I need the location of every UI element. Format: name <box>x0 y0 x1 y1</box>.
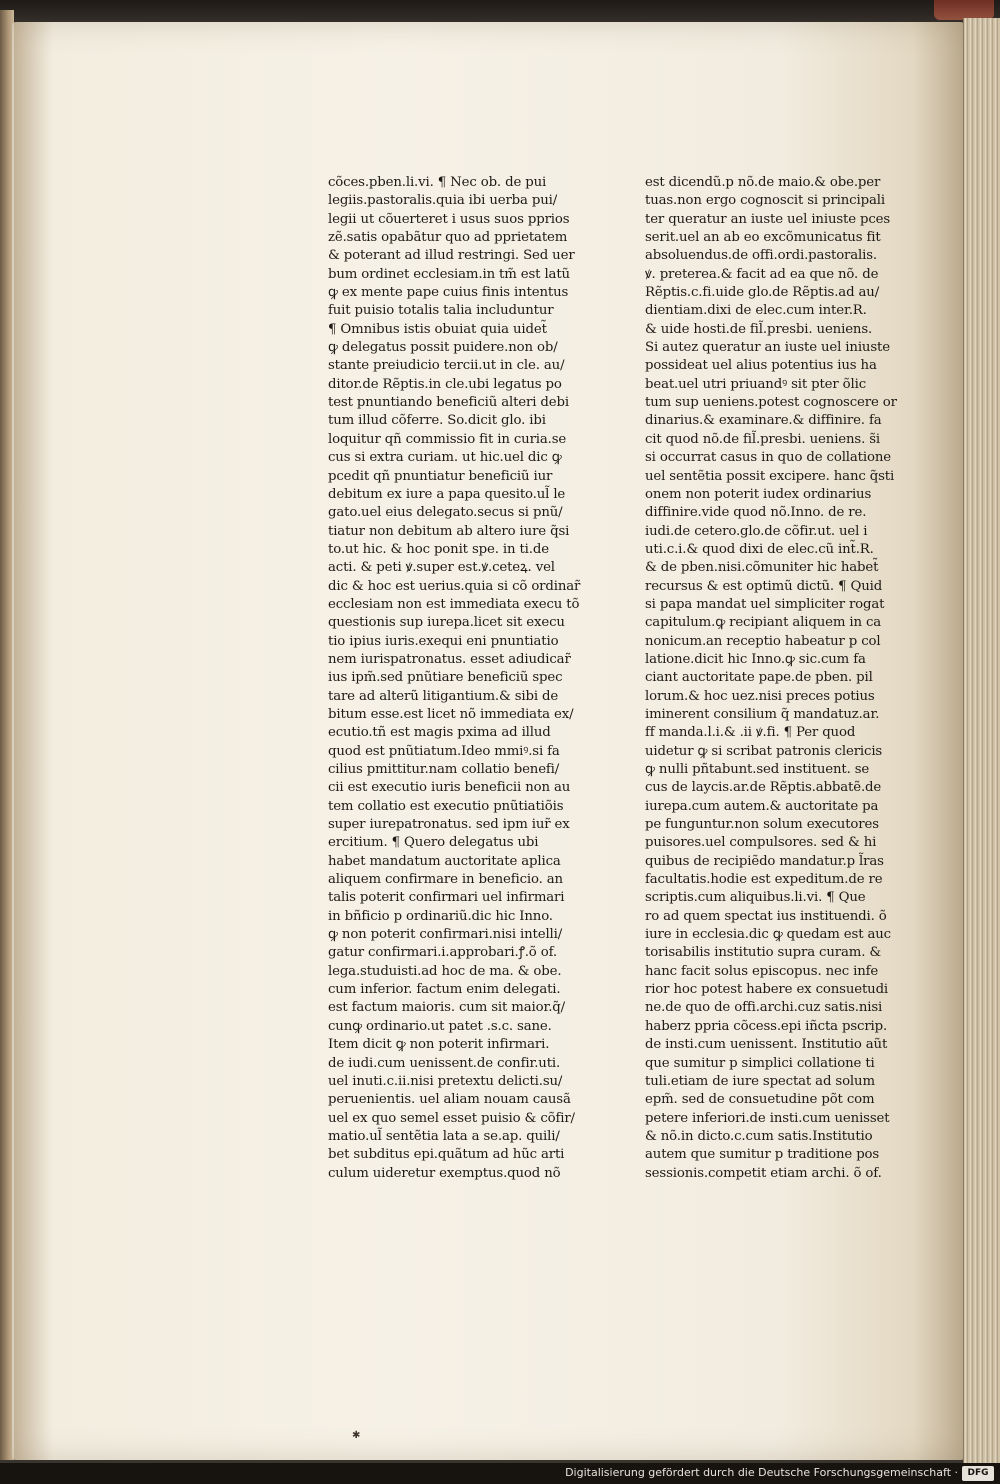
page-edge-stack <box>963 18 1000 1464</box>
text-line: fuit puisio totalis talia includuntur <box>328 303 554 319</box>
text-line: tio ipius iuris.exequi eni pnuntiatio <box>328 633 559 649</box>
text-line: rior hoc potest habere ex consuetudi <box>645 982 889 998</box>
text-line: que sumitur p simplici collatione ti <box>645 1055 875 1071</box>
text-line: pcedit qñ pnuntiatur beneficiũ iur <box>328 468 553 484</box>
dfg-logo: DFG <box>962 1466 994 1481</box>
text-line: est dicendũ.p nõ.de maio.& obe.per <box>645 175 881 190</box>
text-line: si papa mandat uel simpliciter rogat <box>645 596 885 612</box>
text-line: aliquem confirmare in beneficio. an <box>328 872 563 888</box>
text-line: bet subditus epi.quãtum ad hũc arti <box>328 1147 565 1163</box>
book-cover-edge <box>934 0 994 20</box>
text-line: cit quod nõ.de fil̃.presbi. ueniens. s̃i <box>645 431 881 447</box>
text-line: questionis sup iurepa.licet sit execu <box>328 615 565 631</box>
text-line: stante preiudicio tercii.ut in cle. au/ <box>328 358 565 374</box>
text-line: diffinire.vide quod nõ.Inno. de re. <box>645 505 867 521</box>
text-line: latione.dicit hic Inno.ꝙ sic.cum fa <box>645 651 866 667</box>
text-line: nonicum.an receptio habeatur p col <box>645 633 881 649</box>
text-line: loquitur qñ commissio fit in curia.se <box>328 431 567 447</box>
text-line: acti. & peti ꝟ.super est.ꝟ.ceteꝝ. vel <box>328 560 555 576</box>
text-line: cõces.pben.li.vi. ¶ Nec ob. de pui <box>328 175 547 190</box>
text-line: gato.uel eius delegato.secus si pnũ/ <box>328 505 563 521</box>
text-line: cus de laycis.ar.de Rẽptis.abbatẽ.de <box>645 780 882 796</box>
text-line: lega.studuisti.ad hoc de ma. & obe. <box>328 963 562 979</box>
text-line: tuli.etiam de iure spectat ad solum <box>645 1073 875 1089</box>
text-line: cum inferior. factum enim delegati. <box>328 982 561 998</box>
text-line: uel sentẽtia possit excipere. hanc q̃sti <box>645 468 895 484</box>
text-line: pe funguntur.non solum executores <box>645 817 879 833</box>
text-line: dientiam.dixi de elec.cum inter.R. <box>645 303 867 319</box>
text-line: uti.c.i.& quod dixi de elec.cũ int̃.R. <box>645 541 874 557</box>
text-line: ꝙ ex mente pape cuius finis intentus <box>328 285 569 301</box>
text-line: lorum.& hoc uez.nisi preces potius <box>645 688 875 704</box>
text-line: puisores.uel compulsores. sed & hi <box>645 835 877 851</box>
text-line: torisabilis institutio supra curam. & <box>645 945 882 961</box>
text-line: gatur confirmari.i.approbari.ꝭ.õ of. <box>328 945 557 961</box>
text-line: to.ut hic. & hoc ponit spe. in ti.de <box>328 541 549 557</box>
text-line: facultatis.hodie est expeditum.de re <box>645 872 883 888</box>
right-text-column <box>645 174 920 1183</box>
text-line: test pnuntiando beneficiũ alteri debi <box>328 395 569 411</box>
text-line: cilius pmittitur.nam collatio benefi/ <box>328 762 560 777</box>
text-line: serit.uel an ab eo excõmunicatus fit <box>645 230 881 246</box>
text-line: scriptis.cum aliquibus.li.vi. ¶ Que <box>645 890 866 906</box>
text-line: ff manda.l.i.& .ii ꝟ.fi. ¶ Per quod <box>645 725 856 741</box>
text-line: ꝙ delegatus possit puidere.non ob/ <box>328 340 558 356</box>
text-line: recursus & est optimũ dictũ. ¶ Quid <box>645 578 883 594</box>
text-line: epm̃. sed de consuetudine põt com <box>645 1092 875 1108</box>
text-line: uel inuti.c.ii.nisi pretextu delicti.su/ <box>328 1073 563 1089</box>
text-line: ¶ Omnibus istis obuiat quia uidet̃ <box>328 321 547 337</box>
text-line: ter queratur an iuste uel iniuste pces <box>645 211 891 227</box>
text-line: possideat uel alius potentius ius ha <box>645 358 877 374</box>
text-line: petere inferiori.de insti.cum uenisset <box>645 1110 890 1126</box>
text-line: dic & hoc est uerius.quia si cõ ordinar̃ <box>328 578 581 594</box>
text-line: iminerent consilium q̃ mandatuz.ar. <box>645 706 880 722</box>
text-line: matio.ul̃ sentẽtia lata a se.ap. quili/ <box>328 1128 560 1144</box>
text-line: ne.de quo de offi.archi.cuz satis.nisi <box>645 1000 883 1016</box>
text-line: Si autez queratur an iuste uel iniuste <box>645 340 890 356</box>
text-line: ditor.de Rẽptis.in cle.ubi legatus po <box>328 376 562 392</box>
text-line: hanc facit solus episcopus. nec infe <box>645 963 879 979</box>
text-line: de iudi.cum uenissent.de confir.uti. <box>328 1055 561 1071</box>
text-line: absoluendus.de offi.ordi.pastoralis. <box>645 248 877 264</box>
text-line: & uide hosti.de fil̃.presbi. ueniens. <box>645 321 873 337</box>
text-line: tem collatio est executio pnũtiatiõis <box>328 798 564 814</box>
text-line: ercitium. ¶ Quero delegatus ubi <box>328 835 539 851</box>
text-line: peruenientis. uel aliam nouam causã <box>328 1092 571 1108</box>
text-line: & nõ.in dicto.c.cum satis.Institutio <box>645 1128 873 1144</box>
text-line: super iurepatronatus. sed ipm iur̃ ex <box>328 817 570 833</box>
footer-credit: Digitalisierung gefördert durch die Deutsche Forschungsgemeinschaft · <box>565 1466 958 1479</box>
text-line: onem non poterit iudex ordinarius <box>645 486 872 502</box>
text-line: debitum ex iure a papa quesito.ul̃ le <box>328 486 566 502</box>
text-line: bum ordinet ecclesiam.in tm̃ est latũ <box>328 266 570 282</box>
text-line: sessionis.competit etiam archi. õ of. <box>645 1165 882 1181</box>
text-line: tare ad alterũ litigantium.& sibi de <box>328 688 559 704</box>
text-line: dinarius.& examinare.& diffinire. fa <box>645 413 882 429</box>
text-line: ecutio.tñ est magis pxima ad illud <box>328 725 551 741</box>
text-line: cii est executio iuris beneficii non au <box>328 780 571 796</box>
text-line: haberz ppria cõcess.epi iñcta pscrip. <box>645 1018 888 1034</box>
gutter-shadow <box>14 22 54 1460</box>
left-text-column <box>328 174 603 1183</box>
text-line: uel ex quo semel esset puisio & cõfir/ <box>328 1110 575 1126</box>
text-line: si occurrat casus in quo de collatione <box>645 450 891 466</box>
text-line: Item dicit ꝙ non poterit infirmari. <box>328 1037 550 1053</box>
text-line: cunꝙ ordinario.ut patet .s.c. sane. <box>328 1018 552 1034</box>
text-line: ꝟ. preterea.& facit ad ea que nõ. de <box>645 266 879 282</box>
text-line: Rẽptis.c.fi.uide glo.de Rẽptis.ad au/ <box>645 285 880 301</box>
text-line: uidetur ꝙ si scribat patronis clericis <box>645 743 883 759</box>
text-line: capitulum.ꝙ recipiant aliquem in ca <box>645 615 882 631</box>
text-line: bitum esse.est licet nõ immediata ex/ <box>328 706 574 722</box>
text-line: ꝙ non poterit confirmari.nisi intelli/ <box>328 927 563 943</box>
text-line: ius ipm̃.sed pnũtiare beneficiũ spec <box>328 670 563 686</box>
ornament-mark: ✱ <box>352 1430 361 1441</box>
text-line: cus si extra curiam. ut hic.uel dic ꝙ <box>328 450 562 466</box>
text-line: talis poterit confirmari uel infirmari <box>328 890 565 906</box>
text-line: legiis.pastoralis.quia ibi uerba pui/ <box>328 193 558 209</box>
text-line: ecclesiam non est immediata execu tõ <box>328 596 580 612</box>
text-line: ciant auctoritate pape.de pben. pil <box>645 670 873 686</box>
text-line: ꝙ nulli pñtabunt.sed instituent. se <box>645 762 870 777</box>
text-line: iurepa.cum autem.& auctoritate pa <box>645 798 879 814</box>
text-line: tum illud cõferre. So.dicit glo. ibi <box>328 413 546 429</box>
text-line: & de pben.nisi.cõmuniter hic habet̃ <box>645 560 879 576</box>
text-line: habet mandatum auctoritate aplica <box>328 853 561 869</box>
text-line: quod est pnũtiatum.Ideo mmiꝰ.si fa <box>328 743 560 759</box>
text-line: ro ad quem spectat ius instituendi. õ <box>645 908 887 924</box>
text-line: & poterant ad illud restringi. Sed uer <box>328 248 575 264</box>
text-line: tuas.non ergo cognoscit si principali <box>645 193 885 209</box>
text-line: quibus de recipiẽdo mandatur.p l̃ras <box>645 853 884 869</box>
text-line: nem iurispatronatus. esset adiudicar̃ <box>328 651 571 667</box>
text-line: est factum maioris. cum sit maior.q̃/ <box>328 1000 565 1016</box>
text-line: beat.uel utri priuandꝰ sit pter õlic <box>645 376 867 392</box>
text-line: zẽ.satis opabãtur quo ad pprietatem <box>328 230 568 246</box>
text-line: tum sup ueniens.potest cognoscere or <box>645 395 897 411</box>
text-line: culum uideretur exemptus.quod nõ <box>328 1165 561 1181</box>
text-line: de insti.cum uenissent. Institutio aũt <box>645 1037 888 1053</box>
text-line: autem que sumitur p traditione pos <box>645 1147 880 1163</box>
text-line: tiatur non debitum ab altero iure q̃si <box>328 523 570 539</box>
text-line: iure in ecclesia.dic ꝙ quedam est auc <box>645 927 891 943</box>
text-line: in bñficio p ordinariũ.dic hic Inno. <box>328 908 553 924</box>
text-line: iudi.de cetero.glo.de cõfir.ut. uel i <box>645 523 868 539</box>
text-line: legii ut cõuerteret i usus suos pprios <box>328 211 570 227</box>
